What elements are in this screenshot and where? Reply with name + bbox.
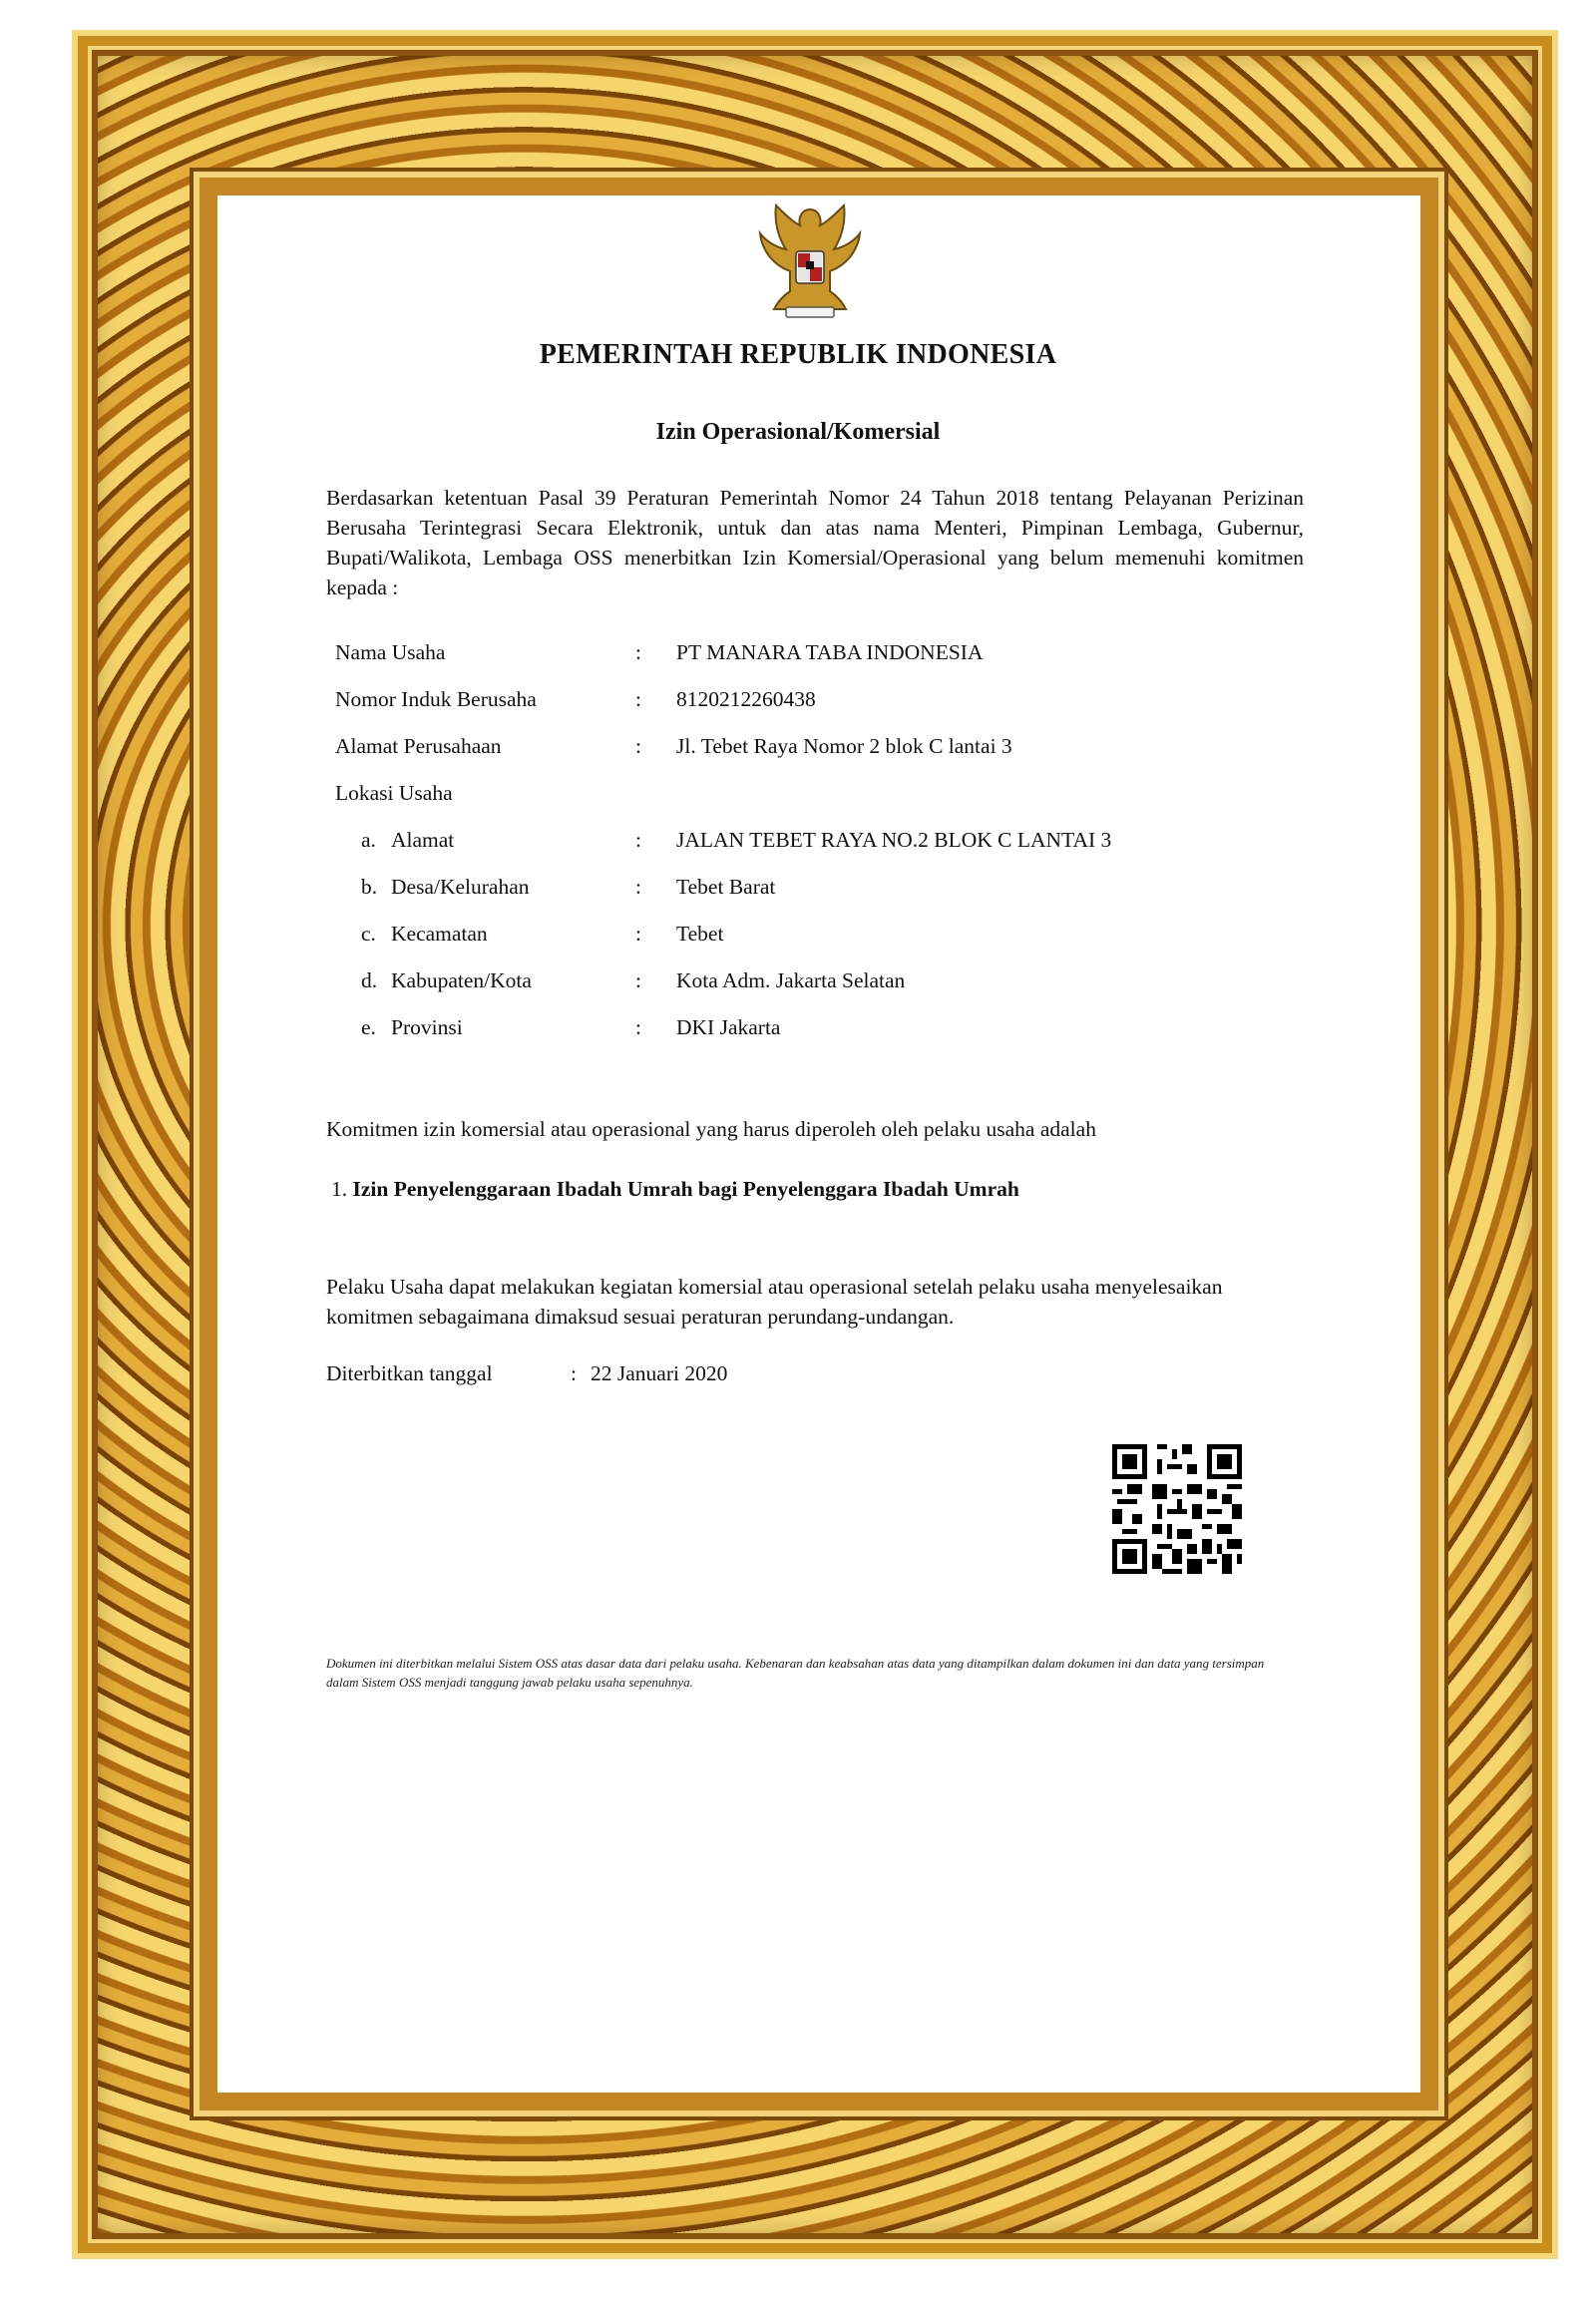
field-letter: c. (361, 922, 376, 946)
field-label (361, 828, 454, 853)
field-colon: : (635, 875, 641, 899)
field-label-text: Provinsi (391, 1015, 463, 1039)
field-letter: b. (361, 875, 378, 899)
field-letter: d. (361, 968, 378, 992)
field-label-text: Kecamatan (391, 922, 488, 946)
field-label (361, 968, 532, 993)
field-letter: e. (361, 1015, 376, 1039)
field-label-text: Kabupaten/Kota (391, 968, 532, 992)
issued-value: 22 Januari 2020 (591, 1361, 728, 1385)
field-letter: a. (361, 828, 376, 852)
field-row-nib (335, 687, 1313, 734)
issued-label: Diterbitkan tanggal (326, 1361, 493, 1385)
field-label (361, 922, 488, 947)
issued-colon: : (571, 1361, 577, 1385)
field-value: DKI Jakarta (676, 1015, 781, 1039)
field-colon: : (635, 922, 641, 946)
field-row-kecamatan (335, 922, 1313, 968)
field-value: Tebet (676, 922, 724, 946)
field-value: PT MANARA TABA INDONESIA (676, 640, 984, 664)
field-colon: : (635, 687, 641, 711)
field-label: Lokasi Usaha (335, 781, 453, 805)
commitment-item (331, 1177, 1019, 1202)
field-row-lokasi-usaha (335, 781, 1313, 828)
field-value: Tebet Barat (676, 875, 776, 899)
field-colon: : (635, 968, 641, 992)
business-fields (335, 640, 1313, 1062)
field-colon: : (635, 828, 641, 852)
field-row-nama-usaha (335, 640, 1313, 687)
commitment-number: 1. (331, 1177, 348, 1201)
field-row-kabupaten (335, 968, 1313, 1015)
commitment-intro: Komitmen izin komersial atau operasional yang harus diperoleh oleh pelaku usaha adalah (326, 1117, 1096, 1141)
intro-paragraph: Berdasarkan ketentuan Pasal 39 Peraturan Pemerintah Nomor 24 Tahun 2018 tentang Pelayanan Perizinan Berusaha Terintegrasi Secara Elektronik, untuk dan atas nama Menteri, Pimpinan Lembaga, Gubernur, Bupati/Walikota, Lembaga OSS menerbitkan Izin Komersial/Operasional yang belum memenuhi komitmen kepada : (326, 486, 1304, 599)
field-row-alamat (335, 828, 1313, 875)
field-value: 8120212260438 (676, 687, 816, 711)
field-row-alamat-perusahaan (335, 734, 1313, 781)
field-label-text: Alamat (391, 828, 455, 852)
field-label: Alamat Perusahaan (335, 734, 502, 758)
qr-code-icon (1112, 1444, 1242, 1574)
field-label-text: Desa/Kelurahan (391, 875, 530, 899)
field-colon: : (635, 640, 641, 664)
field-colon: : (635, 1015, 641, 1039)
document-subtitle: Izin Operasional/Komersial (655, 419, 941, 445)
page-title: PEMERINTAH REPUBLIK INDONESIA (539, 339, 1057, 370)
field-label: Nomor Induk Berusaha (335, 687, 537, 711)
field-value: JALAN TEBET RAYA NO.2 BLOK C LANTAI 3 (676, 828, 1112, 852)
closing-paragraph: Pelaku Usaha dapat melakukan kegiatan komersial atau operasional setelah pelaku usaha menyelesaikan komitmen sebagaimana dimaksud sesuai peraturan perundang-undangan. (326, 1275, 1223, 1329)
field-colon: : (635, 734, 641, 758)
garuda-emblem-icon (756, 199, 864, 323)
issued-date (326, 1361, 728, 1386)
field-value: Jl. Tebet Raya Nomor 2 blok C lantai 3 (676, 734, 1012, 758)
certificate-paper (217, 195, 1420, 2093)
field-label (361, 875, 530, 900)
field-value: Kota Adm. Jakarta Selatan (676, 968, 906, 992)
footnote-disclaimer: Dokumen ini diterbitkan melalui Sistem OSS atas dasar data dari pelaku usaha. Kebenaran dan keabsahan atas data yang ditampilkan dalam dokumen ini dan data yang tersimpan dalam Sistem OSS menjadi tanggung jawab pelaku usaha sepenuhnya. (326, 1656, 1265, 1690)
field-row-desa (335, 875, 1313, 922)
field-row-provinsi (335, 1015, 1313, 1062)
field-label: Nama Usaha (335, 640, 446, 664)
commitment-item-text: Izin Penyelenggaraan Ibadah Umrah bagi Penyelenggara Ibadah Umrah (352, 1177, 1019, 1201)
field-label (361, 1015, 463, 1040)
